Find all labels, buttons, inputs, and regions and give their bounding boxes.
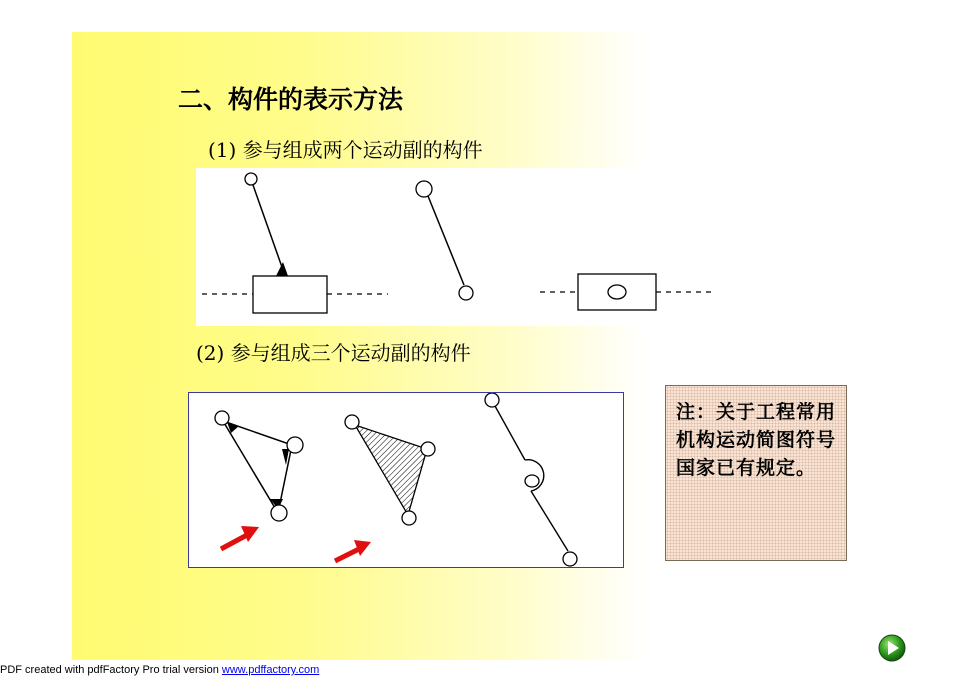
subtitle-two-pairs: (1) 参与组成两个运动副的构件 (208, 138, 483, 162)
footer-text: PDF created with pdfFactory Pro trial version (0, 664, 222, 676)
subtitle-three-pairs: (2) 参与组成三个运动副的构件 (196, 341, 471, 365)
note-box (665, 385, 847, 561)
three-pair-diagram (189, 393, 625, 569)
footer (0, 664, 319, 676)
simple-link-symbol (416, 181, 473, 300)
slider-with-pin-symbol (540, 274, 716, 310)
next-slide-button[interactable] (877, 633, 907, 663)
hatched-triangle-symbol (345, 415, 435, 525)
three-pair-diagram-panel (188, 392, 624, 568)
red-arrow-icon (335, 540, 371, 561)
link-with-slider-symbol (202, 173, 388, 313)
slide-title: 二、构件的表示方法 (178, 85, 404, 114)
note-text: 注：关于工程常用机构运动简图符号国家已有规定。 (676, 401, 837, 479)
red-arrow-icon (221, 526, 259, 549)
two-pair-diagram (196, 168, 718, 326)
triangle-link-symbol (215, 411, 303, 521)
two-pair-diagram-panel (196, 168, 718, 326)
footer-link[interactable]: www.pdffactory.com (221, 664, 320, 676)
play-icon (877, 633, 907, 663)
ternary-line-link-symbol (485, 393, 577, 566)
